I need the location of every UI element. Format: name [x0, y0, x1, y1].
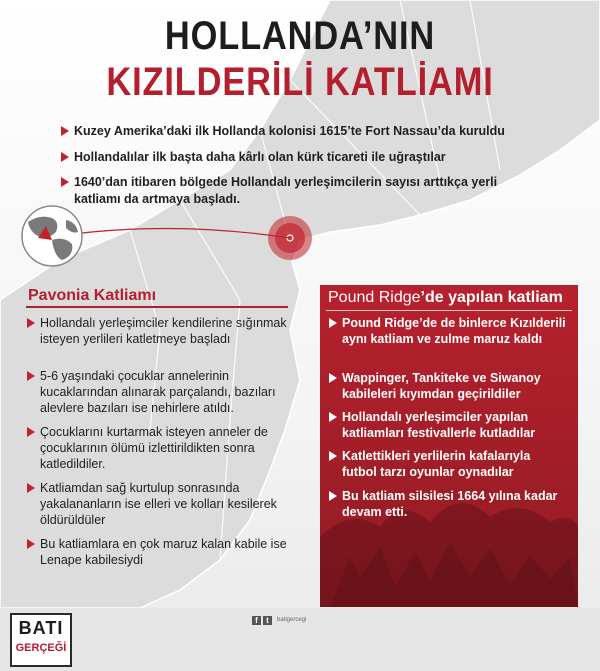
social-handle: batigercegi	[277, 617, 307, 623]
arrow-right-icon	[61, 177, 69, 187]
top-fact-2: Hollandalılar ilk başta daha kârlı olan kürk ticareti ile uğraştılar	[74, 149, 534, 166]
arrow-right-icon	[61, 152, 69, 162]
social-links	[252, 615, 306, 625]
pound-ridge-item-4: Katlettikleri yerlilerin kafalarıyla futbol tarzı oyunlar oynadılar	[342, 448, 568, 480]
pavonia-title: Pavonia Katliamı	[28, 287, 157, 304]
pound-ridge-item-5: Bu katliam silsilesi 1664 yılına kadar devam etti.	[342, 488, 568, 520]
pound-ridge-panel	[320, 285, 578, 607]
top-fact-1: Kuzey Amerika’daki ilk Hollanda kolonisi 1615’te Fort Nassau’da kuruldu	[74, 123, 534, 140]
arrow-right-icon	[27, 483, 35, 493]
arrow-right-icon	[329, 373, 337, 383]
facebook-icon[interactable]: f	[252, 616, 261, 625]
arrow-right-icon	[61, 126, 69, 136]
twitter-icon[interactable]: t	[263, 616, 272, 625]
pavonia-item-3: Çocuklarını kurtarmak isteyen anneler de çocuklarının ölümü izlettirildikten sonra katledildiler.	[40, 424, 300, 472]
bati-gercegi-logo: BATI GERÇEĞİ	[10, 613, 72, 667]
globe-icon	[22, 206, 82, 266]
pound-ridge-item-1: Pound Ridge’de de binlerce Kızılderili aynı katliam ve zulme maruz kaldı	[342, 315, 568, 347]
title-line-1: HOLLANDA’NIN	[164, 14, 436, 58]
pavonia-item-2: 5-6 yaşındaki çocuklar annelerinin kucaklarından alınarak parçalandı, bazıları alevlere bazıları ise nehirlere atıldı.	[40, 368, 300, 416]
pavonia-item-1: Hollandalı yerleşimciler kendilerine sığınmak isteyen yerlileri katletmeye başladı	[40, 315, 300, 347]
arrow-right-icon	[27, 318, 35, 328]
arrow-right-icon	[329, 412, 337, 422]
pavonia-item-4: Katliamdan sağ kurtulup sonrasında yakalananların ise elleri ve kolları kesilerek öldürüldüler	[40, 480, 300, 528]
arrow-right-icon	[329, 318, 337, 328]
arrow-right-icon	[27, 539, 35, 549]
pound-ridge-title: Pound Ridge’de yapılan katliam	[328, 289, 563, 306]
arrow-right-icon	[27, 371, 35, 381]
arrow-right-icon	[329, 491, 337, 501]
pound-ridge-divider	[326, 310, 572, 311]
title-line-2: KIZILDERİLİ KATLİAMI	[106, 60, 494, 104]
arrow-right-icon	[329, 451, 337, 461]
pavonia-divider	[26, 306, 288, 308]
pound-ridge-item-2: Wappinger, Tankiteke ve Siwanoy kabileleri kıyımdan geçirildiler	[342, 370, 568, 402]
top-fact-3: 1640’dan itibaren bölgede Hollandalı yerleşimcilerin sayısı arttıkça yerli katliamı da artmaya başladı.	[74, 174, 514, 208]
pound-ridge-item-3: Hollandalı yerleşimciler yapılan katliamları festivallerle kutladılar	[342, 409, 568, 441]
arrow-right-icon	[27, 427, 35, 437]
pavonia-item-5: Bu katliamlara en çok maruz kalan kabile ise Lenape kabilesiydi	[40, 536, 300, 568]
